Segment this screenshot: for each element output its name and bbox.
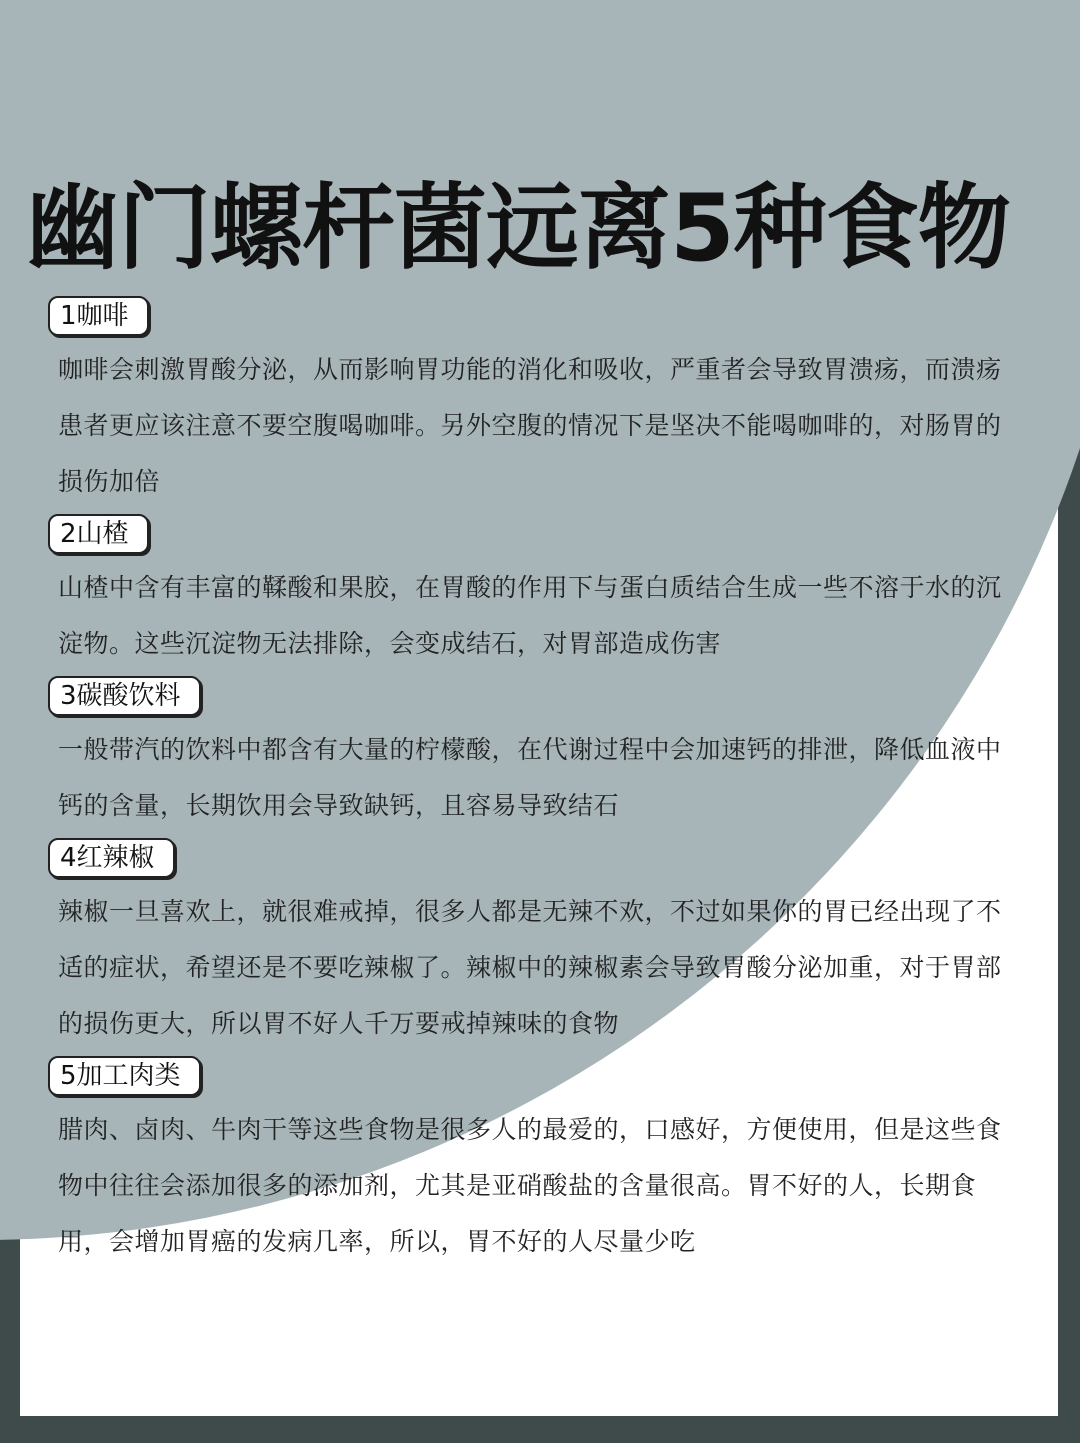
- content-card: [20, 26, 1058, 1416]
- food-tag: 5加工肉类: [48, 1056, 201, 1096]
- food-section-hawthorn: [20, 514, 1058, 672]
- page-title: 幽门螺杆菌远离5种食物: [26, 174, 1010, 282]
- food-section-processed-meat: [20, 1056, 1058, 1270]
- food-tag: 2山楂: [48, 514, 149, 554]
- food-section-coffee: [20, 296, 1058, 510]
- food-description: 一般带汽的饮料中都含有大量的柠檬酸，在代谢过程中会加速钙的排泄，降低血液中钙的含量，长期饮用会导致缺钙，且容易导致结石: [58, 735, 1002, 820]
- food-description: 咖啡会刺激胃酸分泌，从而影响胃功能的消化和吸收，严重者会导致胃溃疡，而溃疡患者更应该注意不要空腹喝咖啡。另外空腹的情况下是坚决不能喝咖啡的，对肠胃的损伤加倍: [58, 355, 1002, 496]
- food-section-soda: [20, 676, 1058, 834]
- food-section-red-pepper: [20, 838, 1058, 1052]
- food-description: 辣椒一旦喜欢上，就很难戒掉，很多人都是无辣不欢，不过如果你的胃已经出现了不适的症状，希望还是不要吃辣椒了。辣椒中的辣椒素会导致胃酸分泌加重，对于胃部的损伤更大，所以胃不好人千万要戒掉辣味的食物: [58, 897, 1002, 1038]
- food-description: 腊肉、卤肉、牛肉干等这些食物是很多人的最爱的，口感好，方便使用，但是这些食物中往往会添加很多的添加剂，尤其是亚硝酸盐的含量很高。胃不好的人，长期食用，会增加胃癌的发病几率，所以，胃不好的人尽量少吃: [58, 1115, 1002, 1256]
- food-tag: 4红辣椒: [48, 838, 175, 878]
- food-tag: 1咖啡: [48, 296, 149, 336]
- food-description: 山楂中含有丰富的鞣酸和果胶，在胃酸的作用下与蛋白质结合生成一些不溶于水的沉淀物。这些沉淀物无法排除，会变成结石，对胃部造成伤害: [58, 573, 1002, 658]
- food-list: [20, 296, 1058, 1270]
- food-tag: 3碳酸饮料: [48, 676, 201, 716]
